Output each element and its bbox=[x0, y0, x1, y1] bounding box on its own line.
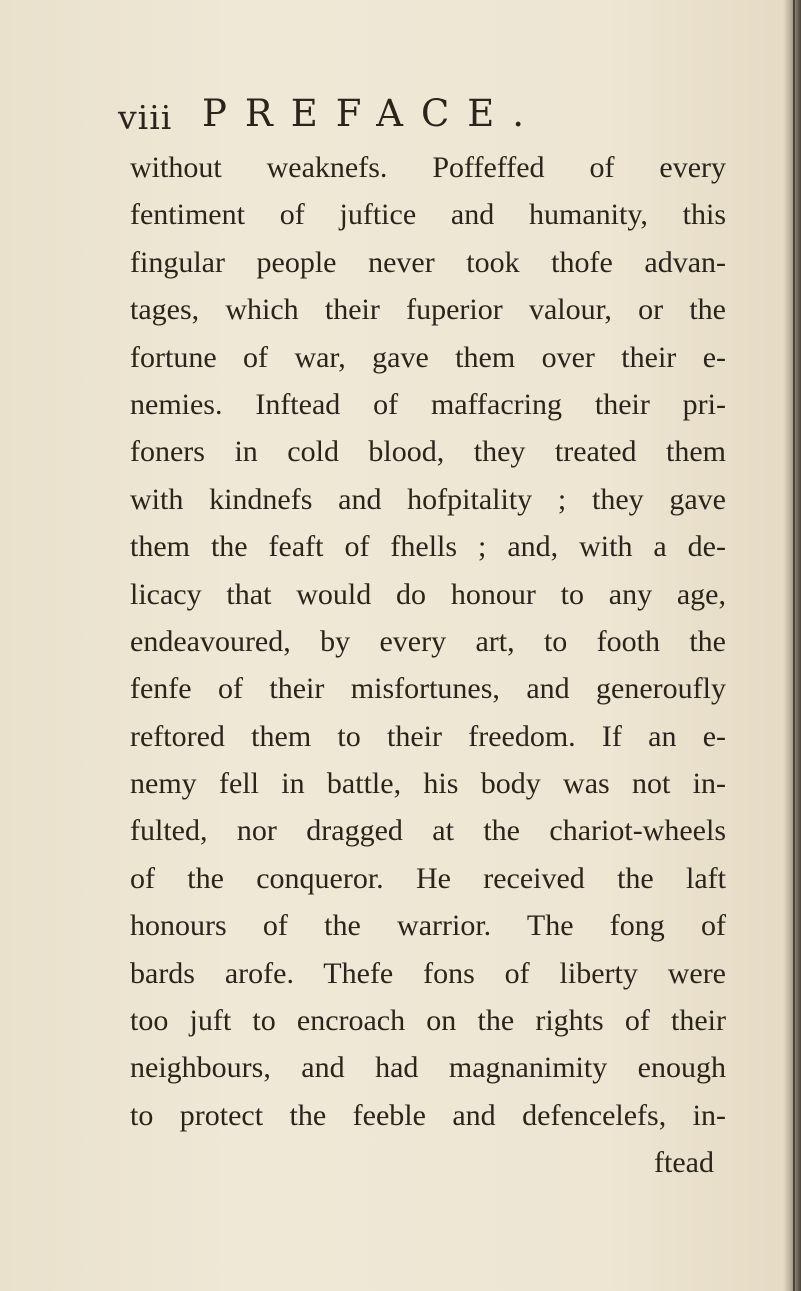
body-text bbox=[130, 144, 726, 1187]
text-line: of the conqueror. He received the laft bbox=[130, 861, 726, 895]
binding-edge bbox=[793, 0, 795, 1291]
page-edge-shadow bbox=[783, 0, 801, 1291]
text-line: to protect the feeble and defencelefs, in- bbox=[130, 1098, 726, 1132]
text-line: bards arofe. Thefe fons of liberty were bbox=[130, 956, 726, 990]
text-line: honours of the warrior. The fong of bbox=[130, 909, 726, 943]
text-line: fenfe of their misfortunes, and generoufly bbox=[130, 672, 726, 706]
text-line: with kindnefs and hofpitality ; they gave bbox=[130, 482, 726, 516]
text-line: reftored them to their freedom. If an e- bbox=[130, 719, 726, 753]
text-line: foners in cold blood, they treated them bbox=[130, 435, 726, 469]
text-line: endeavoured, by every art, to footh the bbox=[130, 624, 726, 658]
text-line: fulted, nor dragged at the chariot-wheels bbox=[130, 814, 726, 848]
text-line: fentiment of juftice and humanity, this bbox=[130, 198, 726, 232]
text-line: nemies. Inftead of maffacring their pri- bbox=[130, 387, 726, 421]
catchword: ftead bbox=[654, 1146, 714, 1180]
text-line: neighbours, and had magnanimity enough bbox=[130, 1051, 726, 1085]
text-line: fingular people never took thofe advan- bbox=[130, 245, 726, 279]
page-number: viii bbox=[118, 98, 173, 137]
text-line: too juft to encroach on the rights of their bbox=[130, 1004, 726, 1038]
text-line: them the feaft of fhells ; and, with a de- bbox=[130, 530, 726, 564]
text-line: without weaknefs. Poffeffed of every bbox=[130, 151, 726, 184]
text-line: fortune of war, gave them over their e- bbox=[130, 340, 726, 374]
text-line: nemy fell in battle, his body was not in- bbox=[130, 767, 726, 801]
page-header bbox=[118, 92, 608, 146]
running-title: PREFACE. bbox=[202, 92, 543, 135]
text-line: tages, which their fuperior valour, or the bbox=[130, 293, 726, 327]
text-line: licacy that would do honour to any age, bbox=[130, 577, 726, 611]
